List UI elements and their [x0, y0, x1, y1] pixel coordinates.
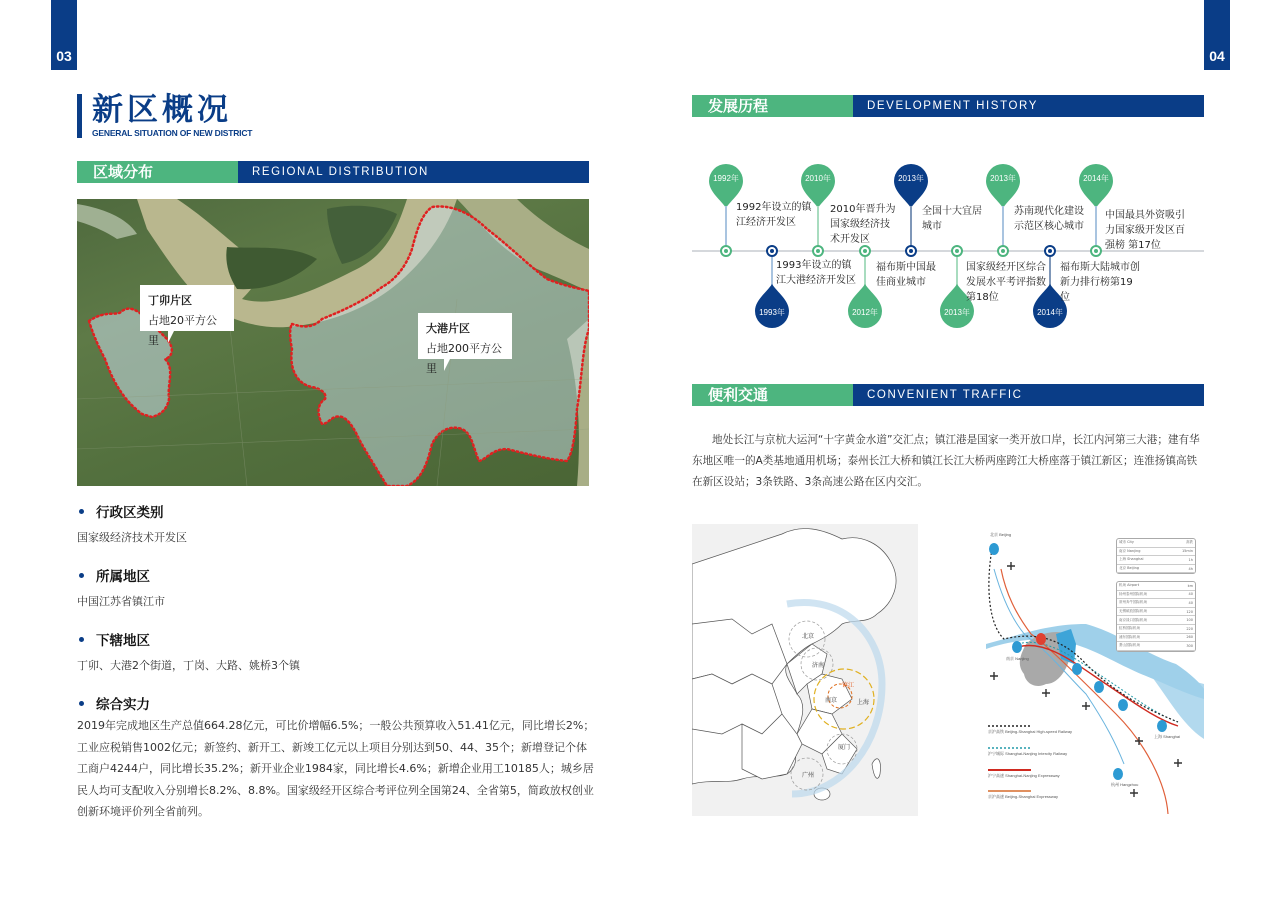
table-row: 上海 Shanghai 1h: [1117, 556, 1195, 565]
page-number-right: [1204, 0, 1230, 70]
development-timeline: [692, 160, 1204, 335]
timeline-pin-icon: [986, 164, 1020, 198]
timeline-stem: [725, 206, 727, 246]
timeline-pin-icon: [1079, 164, 1113, 198]
district-area: 占地200平方公里: [426, 342, 502, 375]
timeline-node: [905, 245, 917, 257]
timeline-pin-icon: [755, 288, 789, 322]
timeline-stem: [1095, 206, 1097, 246]
bullet-icon: [79, 573, 84, 578]
timeline-year: 2013年: [898, 173, 924, 183]
timeline-node: [766, 245, 778, 257]
section-title-en: REGIONAL DISTRIBUTION: [238, 161, 589, 183]
info-heading: 综合实力: [96, 697, 150, 713]
info-heading: 行政区类别: [96, 505, 164, 521]
page-number-left: [51, 0, 77, 70]
district-name: 丁卯片区: [148, 294, 192, 307]
table-row: 无锡硕放国际机场 120: [1117, 608, 1195, 617]
map-label: 镇江: [842, 682, 855, 689]
timeline-stem: [910, 206, 912, 246]
traffic-description: 地处长江与京杭大运河“十字黄金水道”交汇点；镇江港是国家一类开放口岸，长江内河第三大港；建有华东地区唯一的A类基地通用机场；泰州长江大桥和镇江长江大桥两座跨江大桥座落于镇江新区；连淮扬镇高铁在新区设站；3条铁路、3条高速公路在区内交汇。: [692, 434, 1200, 488]
timeline-stem: [817, 206, 819, 246]
map-label: 厦门: [838, 744, 851, 751]
timeline-year: 2012年: [852, 307, 878, 317]
legend-label: 沪宁高速 Shanghai-Nanjing Expressway: [988, 773, 1060, 778]
table-row: 虹桥国际机场 220: [1117, 625, 1195, 634]
timeline-event: 2010年晋升为国家级经济技术开发区: [830, 204, 896, 245]
district-name: 大港片区: [426, 322, 470, 335]
timeline-event: 1993年设立的镇江大港经济开发区: [776, 260, 856, 286]
timeline-event: 福布斯中国最佳商业城市: [876, 262, 936, 288]
info-region: [77, 566, 597, 613]
section-title-en: DEVELOPMENT HISTORY: [853, 95, 1204, 117]
info-subdivisions: [77, 630, 597, 677]
timeline-node: [997, 245, 1009, 257]
map-label: 上海: [857, 699, 870, 706]
map-label: 南京: [825, 697, 838, 704]
table-row: 扬州泰州国际机场 40: [1117, 591, 1195, 600]
table-row: 城市 City 高铁: [1117, 539, 1195, 548]
map-label: 广州: [802, 772, 815, 779]
timeline-event: 国家级经开区综合发展水平考评指数第18位: [966, 262, 1046, 303]
info-text: 2019年完成地区生产总值664.28亿元，可比价增幅6.5%；一般公共预算收入51.41亿元，同比增长2%；工业应税销售1002亿元；新签约、新开工、新竣工亿元以上项目分别达到50、44、35个；新增登记个体工商户4244户，同比增长35.2%；新开业企业1984家，同比增长4.6%；新增企业用工10185人；城乡居民人均可支配收入分别增长8.2%、8.8%。国家级经开区综合考评位列全国第24、全省第5，简政放权创业创新环境评价列全省前列。: [77, 719, 595, 818]
city-label: 上海 Shanghai: [1154, 734, 1181, 739]
table-row: 南京 Nanjing 15min: [1117, 548, 1195, 557]
airport-distance-table: [1116, 581, 1196, 652]
page-title: [77, 94, 252, 138]
timeline-node: [951, 245, 963, 257]
callout-dingmao: [140, 285, 234, 347]
timeline-year: 2013年: [990, 173, 1016, 183]
info-text: 中国江苏省镇江市: [77, 595, 165, 608]
timeline-year: 2014年: [1083, 173, 1109, 183]
info-text: 国家级经济技术开发区: [77, 531, 187, 544]
city-label: 南京 Nanjing: [1006, 656, 1029, 661]
timeline-year: 2014年: [1037, 307, 1063, 317]
timeline-node: [859, 245, 871, 257]
timeline-pin-icon: [801, 164, 835, 198]
page-title-en: GENERAL SITUATION OF NEW DISTRICT: [92, 128, 253, 138]
page-number-text: 03: [56, 48, 72, 64]
city-label: 北京 Beijing: [990, 532, 1012, 537]
legend-label: 京沪高速 Beijing-Shanghai Expressway: [988, 794, 1059, 799]
timeline-stem: [1002, 206, 1004, 246]
timeline-year: 1993年: [759, 307, 785, 317]
district-area: 占地20平方公里: [148, 314, 217, 347]
section-header-regional: [77, 161, 589, 183]
timeline-year: 1992年: [713, 173, 739, 183]
transport-route-map: [946, 524, 1204, 816]
timeline-node: [1090, 245, 1102, 257]
legend-label: 沪宁城际 Shanghai-Nanjing Intercity Railway: [988, 751, 1068, 756]
page-number-text: 04: [1209, 48, 1225, 64]
city-label: 杭州 Hangzhou: [1111, 782, 1139, 787]
china-location-map: [692, 524, 918, 816]
info-heading: 下辖地区: [96, 633, 150, 649]
page-title-cn: 新区概况: [92, 92, 232, 128]
timeline-pin-icon: [709, 164, 743, 198]
info-strength: [77, 694, 597, 823]
bullet-icon: [79, 637, 84, 642]
timeline-event: 1992年设立的镇江经济开发区: [736, 202, 812, 228]
timeline-event: 全国十大宜居城市: [922, 206, 982, 232]
timeline-event: 中国最具外资吸引力国家级开发区百强榜 第17位: [1105, 210, 1185, 251]
section-title-cn: 便利交通: [692, 384, 853, 406]
timeline-pin-icon: [848, 288, 882, 322]
table-row: 机场 Airport km: [1117, 582, 1195, 591]
timeline-pin-icon: [894, 164, 928, 198]
timeline-node: [1044, 245, 1056, 257]
legend-label: 京沪高铁 Beijing-Shanghai High-speed Railway: [988, 729, 1073, 734]
info-admin-type: [77, 502, 597, 549]
map-label: 济南: [812, 662, 825, 669]
timeline-event: 苏南现代化建设示范区核心城市: [1014, 206, 1084, 232]
timeline-node: [812, 245, 824, 257]
timeline-year: 2010年: [805, 173, 831, 183]
table-row: 萧山国际机场 300: [1117, 642, 1195, 651]
china-map-graphic: [692, 524, 918, 816]
timeline-year: 2013年: [944, 307, 970, 317]
section-title-en: CONVENIENT TRAFFIC: [853, 384, 1204, 406]
table-row: 北京 Beijing 4h: [1117, 565, 1195, 574]
table-row: 南京禄口国际机场 100: [1117, 616, 1195, 625]
section-header-traffic: [692, 384, 1204, 406]
table-row: 常州奔牛国际机场 40: [1117, 599, 1195, 608]
section-title-cn: 发展历程: [692, 95, 853, 117]
map-label: 北京: [802, 633, 815, 640]
bullet-icon: [79, 509, 84, 514]
bullet-icon: [79, 701, 84, 706]
info-text: 丁卯、大港2个街道，丁岗、大路、姚桥3个镇: [77, 659, 300, 672]
callout-dagang: [418, 313, 512, 375]
info-heading: 所属地区: [96, 569, 150, 585]
section-header-development: [692, 95, 1204, 117]
table-row: 浦东国际机场 260: [1117, 634, 1195, 643]
travel-time-table: [1116, 538, 1196, 574]
timeline-event: 福布斯大陆城市创新力排行榜第19位: [1060, 262, 1140, 303]
section-title-cn: 区域分布: [77, 161, 238, 183]
timeline-node: [720, 245, 732, 257]
